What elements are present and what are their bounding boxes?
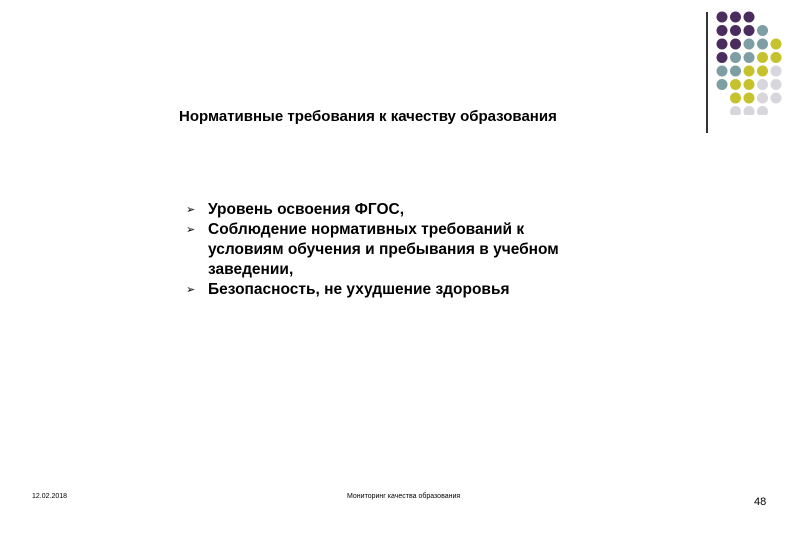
decorative-dot — [730, 66, 741, 77]
decorative-dot — [730, 93, 741, 104]
footer-title: Мониторинг качества образования — [347, 493, 461, 500]
decorative-dot — [757, 25, 768, 36]
decorative-dot — [744, 39, 755, 50]
bullet-text: Уровень освоения ФГОС, — [208, 201, 405, 218]
decorative-dot — [730, 79, 741, 90]
decorative-dot — [744, 106, 755, 115]
decorative-dot — [771, 79, 782, 90]
decorative-dot — [730, 39, 741, 50]
bullet-text: Безопасность, не ухудшение здоровья — [208, 281, 510, 298]
page-number: 48 — [754, 496, 767, 508]
decorative-dot — [757, 93, 768, 104]
decorative-dot — [730, 12, 741, 23]
decorative-dot — [717, 12, 728, 23]
decorative-dot — [757, 39, 768, 50]
decorative-dot — [744, 79, 755, 90]
decorative-dot — [730, 25, 741, 36]
bullet-text: Соблюдение нормативных требований к условиям обучения и пребывания в учебном заведении, — [208, 221, 559, 278]
decorative-dot — [771, 52, 782, 63]
slide-title: Нормативные требования к качеству образования — [179, 108, 557, 125]
decorative-dot — [744, 66, 755, 77]
decorative-dot — [730, 52, 741, 63]
decorative-dot — [757, 106, 768, 115]
vertical-divider — [706, 12, 708, 133]
decorative-dot — [744, 12, 755, 23]
decorative-dot — [744, 52, 755, 63]
decorative-dot — [744, 25, 755, 36]
decorative-dot — [717, 52, 728, 63]
decorative-dot — [771, 39, 782, 50]
arrow-bullet-icon: ➢ — [186, 204, 196, 216]
footer-date: 12.02.2018 — [32, 493, 68, 500]
decorative-dot — [717, 79, 728, 90]
decorative-dot — [717, 39, 728, 50]
decorative-dot — [771, 93, 782, 104]
decorative-dot — [757, 66, 768, 77]
decorative-dot — [757, 52, 768, 63]
decorative-dot — [717, 25, 728, 36]
decorative-dot-grid — [716, 11, 800, 115]
bullet-item — [186, 200, 586, 220]
decorative-dot — [717, 66, 728, 77]
bullet-list — [186, 200, 586, 300]
decorative-dot — [757, 79, 768, 90]
decorative-dot — [744, 93, 755, 104]
bullet-item — [186, 280, 586, 300]
bullet-item — [186, 220, 586, 280]
decorative-dot — [730, 106, 741, 115]
arrow-bullet-icon: ➢ — [186, 284, 196, 296]
arrow-bullet-icon: ➢ — [186, 224, 196, 236]
decorative-dot — [771, 66, 782, 77]
